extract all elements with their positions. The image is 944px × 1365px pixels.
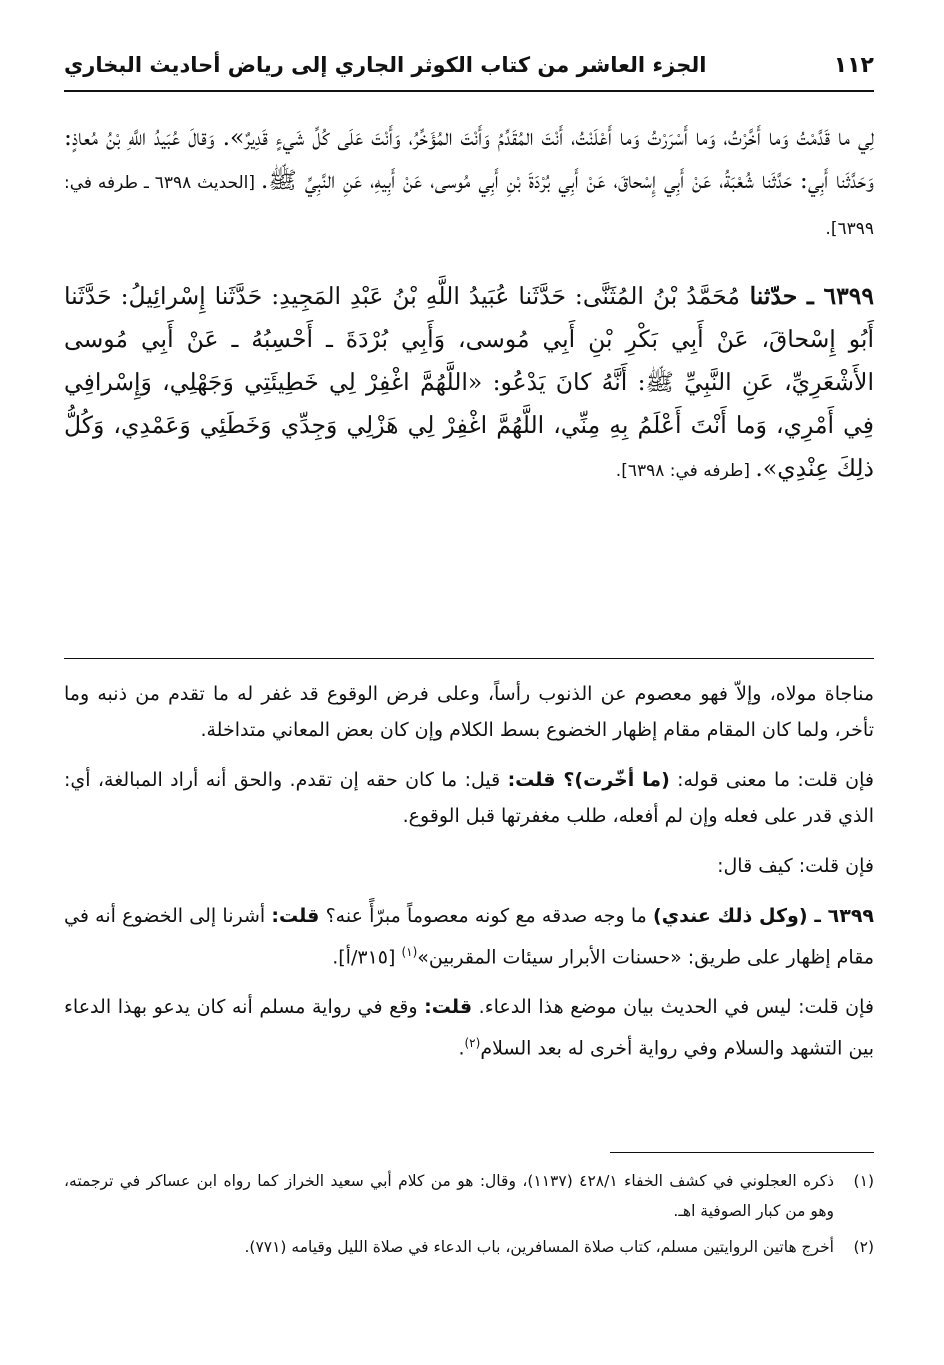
commentary-paragraph bbox=[64, 762, 874, 834]
commentary-text: فإن قلت: ليس في الحديث بيان موضع هذا الدعاء. bbox=[472, 996, 874, 1019]
hadith-6399 bbox=[64, 275, 874, 493]
commentary-text: ما وجه صدقه مع كونه معصوماً مبرّأً عنه؟ bbox=[319, 905, 654, 927]
section-divider bbox=[64, 658, 874, 659]
commentary-text: فإن قلت: ما معنى قوله: bbox=[669, 769, 875, 791]
commentary-bold: ٦٣٩٩ ـ (وكل ذلك عندي) bbox=[653, 905, 875, 927]
commentary-bold: (ما أخّرت)؟ قلت: bbox=[507, 769, 670, 791]
commentary-text: فإن قلت: كيف قال: bbox=[717, 855, 874, 877]
footnote-text: أخرج هاتين الروايتين مسلم، كتاب صلاة المسافرين، باب الدعاء في صلاة الليل وقيامه (٧٧١). bbox=[244, 1238, 834, 1256]
footnote-text: ذكره العجلوني في كشف الخفاء ٤٢٨/١ (١١٣٧)، وقال: هو من كلام أبي سعيد الخراز كما رواه ابن عساكر في ترجمته، وهو من كبار الصوفية اهـ. bbox=[64, 1172, 834, 1220]
footnote-number: (١) bbox=[853, 1172, 874, 1190]
footnotes bbox=[64, 1166, 874, 1268]
hadith-reference: [الحديث ٦٣٩٨ ـ طرفه في: ٦٣٩٩]. bbox=[64, 173, 874, 239]
commentary-text: [٣١٥/أ]. bbox=[332, 946, 402, 969]
hadith-6398-continuation bbox=[64, 116, 874, 251]
footnote-ref[interactable]: (٢) bbox=[464, 1036, 481, 1051]
commentary-paragraph bbox=[64, 898, 874, 975]
page bbox=[64, 40, 874, 493]
hadith-text: لِي ما قَدَّمْتُ وَما أَخَّرْتُ، وَما أَسْرَرْتُ وَما أَعْلَنْتُ، أَنْتَ المُقَدِّمُ وَأَنْتَ المُؤَخِّرُ، وَأَنْتَ عَلَى كُلِّ شَيءٍ قَدِيرٌ». وَقالَ عُبَيدُ اللَّهِ بْنُ مُعاذٍ: وَحَدَّثَنا أَبِي: حَدَّثَنا شُعْبَةُ، عَنْ أَبِي إِسْحاقَ، عَنْ أَبِي بُرْدَةَ بْنِ أَبِي مُوسى، عَنْ أَبِيهِ، عَنِ النَّبِيِّ ﷺ. bbox=[64, 123, 874, 194]
footnote bbox=[64, 1232, 874, 1262]
commentary-paragraph bbox=[64, 848, 874, 884]
running-header bbox=[64, 40, 874, 92]
running-title: الجزء العاشر من كتاب الكوثر الجاري إلى رياض أحاديث البخاري bbox=[64, 53, 707, 77]
page-number: ١١٢ bbox=[833, 52, 874, 78]
commentary-text: وقع في رواية مسلم أنه كان يدعو بهذا الدعاء بين التشهد والسلام وفي رواية أخرى له بعد السلام bbox=[64, 996, 874, 1060]
footnote-divider bbox=[610, 1152, 874, 1153]
commentary-bold: قلت: bbox=[424, 996, 473, 1019]
commentary-text: . bbox=[458, 1037, 465, 1060]
footnote-number: (٢) bbox=[853, 1238, 874, 1256]
hadith-number: ٦٣٩٩ ـ bbox=[806, 282, 874, 310]
footnote-ref[interactable]: (١) bbox=[401, 945, 418, 959]
commentary-text: قيل: ما كان حقه إن تقدم. والحق أنه أراد المبالغة، أي: الذي قدر على فعله وإن لم أفعله، طلب مغفرتها قبل الوقوع. bbox=[64, 769, 874, 827]
footnote bbox=[64, 1166, 874, 1226]
commentary-bold: قلت: bbox=[271, 905, 320, 927]
commentary-paragraph bbox=[64, 676, 874, 748]
commentary-paragraph bbox=[64, 989, 874, 1066]
hadith-reference: [طرفه في: ٦٣٩٨]. bbox=[615, 461, 756, 481]
commentary bbox=[64, 676, 874, 1081]
commentary-text: أشرنا إلى الخضوع أنه في مقام إظهار على طريق: «حسنات الأبرار سيئات المقربين» bbox=[64, 905, 874, 969]
haddathana-label: حدّثنا bbox=[739, 282, 807, 310]
commentary-text: مناجاة مولاه، وإلاّ فهو معصوم عن الذنوب رأساً، وعلى فرض الوقوع قد غفر له ما تقدم من ذنبه وما تأخر، ولما كان المقام مقام إظهار الخضوع بسط الكلام وإن كان بعض المعاني متداخلة. bbox=[64, 683, 874, 741]
hadith-text: مُحَمَّدُ بْنُ المُثَنَّى: حَدَّثَنا عُبَيدُ اللَّهِ بْنُ عَبْدِ المَجِيدِ: حَدَّثَنا إِسْرائِيلُ: حَدَّثَنا أَبُو إِسْحاقَ، عَنْ أَبِي بَكْرِ بْنِ أَبِي مُوسى، وَأَبِي بُرْدَةَ ـ أَحْسِبُهُ ـ عَنْ أَبِي مُوسى الأَشْعَرِيِّ، عَنِ النَّبِيِّ ﷺ: أَنَّهُ كانَ يَدْعُو: «اللَّهُمَّ اغْفِرْ لِي خَطِيئَتِي وَجَهْلِي، وَإِسْرافِي فِي أَمْرِي، وَما أَنْتَ أَعْلَمُ بِهِ مِنِّي، اللَّهُمَّ اغْفِرْ لِي هَزْلِي وَجِدِّي وَخَطَئِي وَعَمْدِي، وَكُلُّ ذلِكَ عِنْدِي». bbox=[64, 282, 874, 482]
